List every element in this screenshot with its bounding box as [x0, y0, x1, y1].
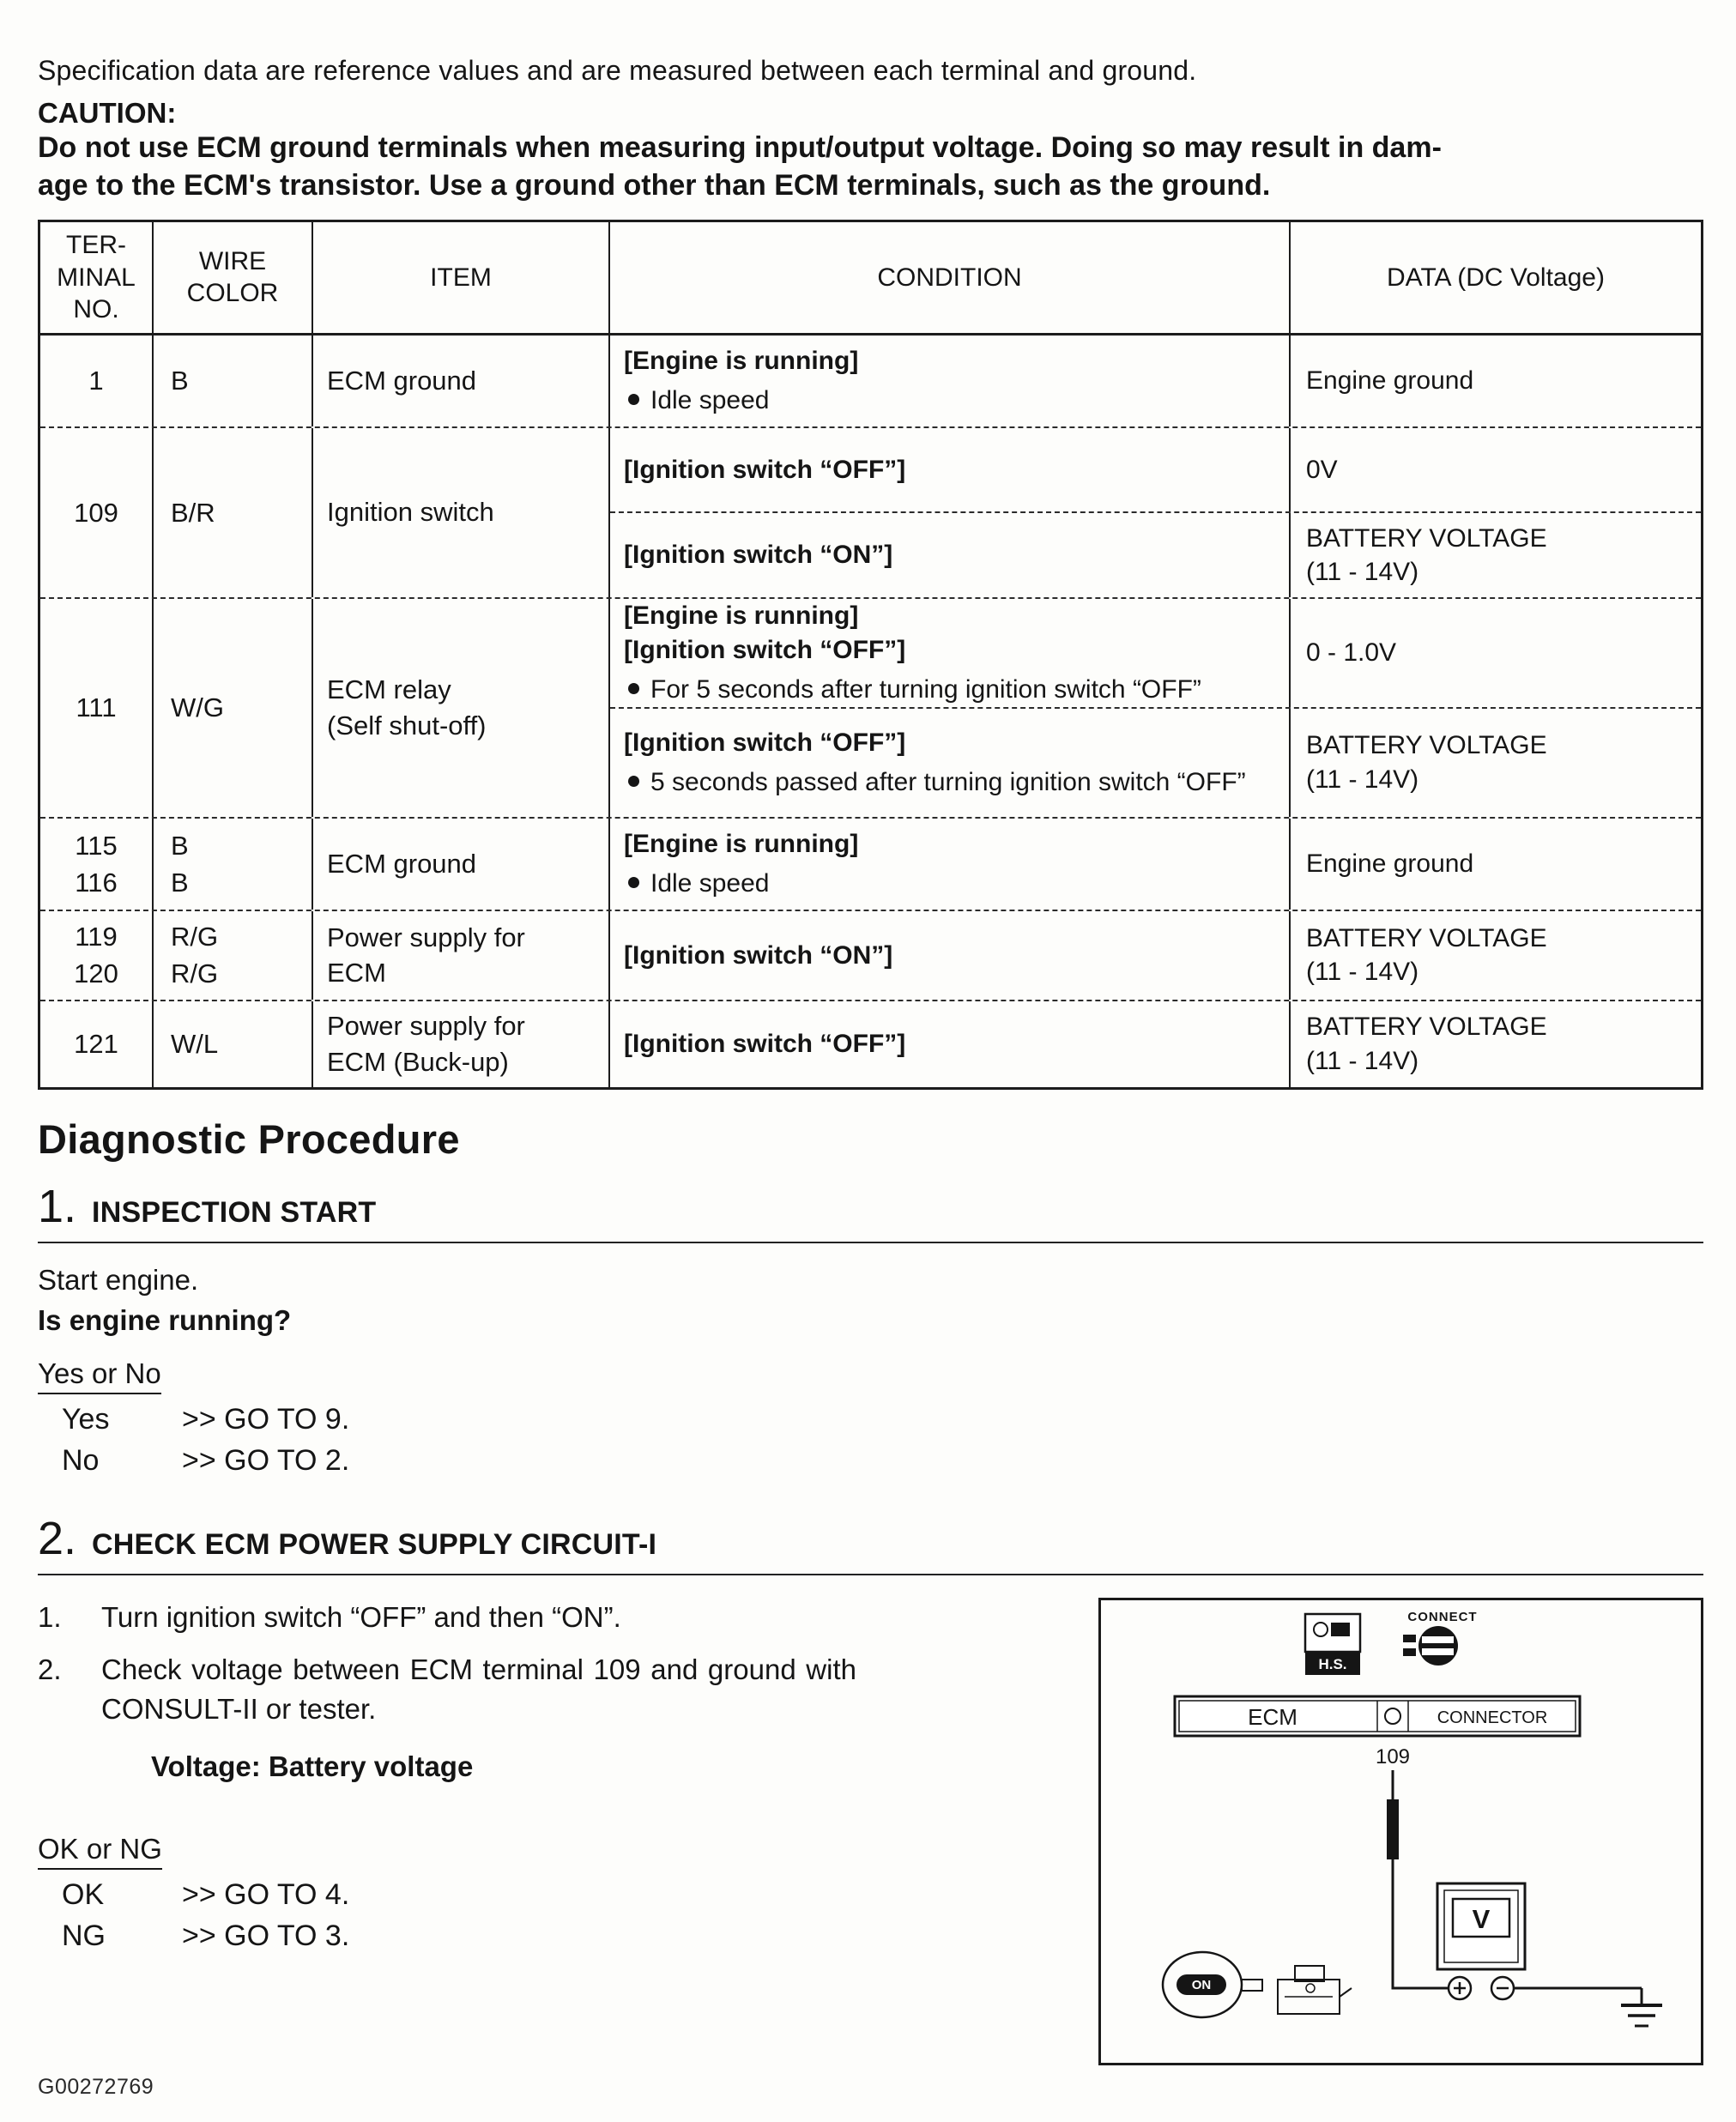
condition-text: [Ignition switch “OFF”]	[624, 728, 906, 757]
outcome-label: OK	[62, 1878, 105, 1912]
step2-title: CHECK ECM POWER SUPPLY CIRCUIT-I	[92, 1527, 657, 1561]
item-text: Ignition switch	[327, 497, 494, 528]
condition-data-subrow	[610, 819, 1701, 910]
data-cell	[1289, 819, 1701, 910]
terminal-cell	[40, 1001, 154, 1087]
condition-data-subrow	[610, 428, 1701, 512]
condition-text: For 5 seconds after turning ignition switch “OFF”	[650, 675, 1201, 704]
step1-outcomes	[38, 1403, 1703, 1478]
step1-heading	[38, 1180, 1703, 1232]
header-line: DATA (DC Voltage)	[1387, 263, 1605, 292]
table-row	[40, 817, 1701, 910]
table-row	[40, 426, 1701, 597]
step1-title: INSPECTION START	[92, 1195, 377, 1229]
wire-color-cell	[154, 336, 313, 426]
wire-color: B	[171, 365, 189, 396]
condition-text: [Ignition switch “ON”]	[624, 541, 893, 570]
section-title: Diagnostic Procedure	[38, 1115, 460, 1162]
header-terminal-no	[40, 222, 154, 333]
header-line: WIRE	[198, 246, 267, 275]
item-cell	[313, 819, 610, 910]
data-text: (11 - 14V)	[1306, 1046, 1419, 1075]
instruction-text: Check voltage between ECM terminal 109 and ground with CONSULT-II or tester.	[101, 1653, 856, 1725]
table-row	[40, 336, 1701, 426]
wire-color-cell	[154, 1001, 313, 1087]
condition-text: [Ignition switch “OFF”]	[624, 1029, 906, 1058]
condition-bullet-line	[624, 673, 1280, 707]
wire-color: W/L	[171, 1028, 219, 1059]
terminal-number: 121	[74, 1028, 118, 1059]
key-on-icon	[1163, 1952, 1262, 2017]
condition-text: 5 seconds passed after turning ignition switch “OFF”	[650, 768, 1246, 797]
condition-bullet-line	[624, 765, 1280, 800]
condition-data-subrow	[610, 1001, 1701, 1087]
condition-cell	[610, 1001, 1289, 1087]
bullet-icon	[628, 776, 639, 787]
terminal-number: 1	[88, 365, 104, 396]
wire-color: R/G	[171, 958, 219, 989]
header-condition	[610, 222, 1289, 333]
spec-reference-note: Specification data are reference values and are measured between each terminal and ground.	[38, 55, 1197, 86]
wire-color-cell	[154, 428, 313, 597]
condition-data-cell	[610, 336, 1701, 426]
outcome-row	[38, 1403, 1703, 1436]
data-text: 0 - 1.0V	[1306, 638, 1397, 668]
data-cell	[1289, 513, 1701, 597]
key-on-label: ON	[1191, 1977, 1212, 1992]
data-text: (11 - 14V)	[1306, 958, 1419, 987]
header-wire-color	[154, 222, 313, 333]
terminal-number-label: 109	[1375, 1744, 1411, 1768]
divider	[38, 1574, 1703, 1575]
data-cell	[1289, 911, 1701, 1000]
step2-text-column	[38, 1598, 1098, 2065]
wire-color: B	[171, 830, 189, 861]
data-text: (11 - 14V)	[1306, 558, 1419, 587]
terminal-cell	[40, 911, 154, 1000]
header-line: TER-	[66, 231, 126, 260]
condition-text: [Ignition switch “OFF”]	[624, 635, 906, 664]
item-text: ECM ground	[327, 365, 477, 396]
statement-line: Start engine.	[38, 1263, 199, 1296]
item-cell	[313, 1001, 610, 1087]
condition-data-subrow	[610, 336, 1701, 426]
step2-content	[38, 1598, 1703, 2065]
voltmeter-icon	[1437, 1883, 1525, 1969]
header-item	[313, 222, 610, 333]
ignition-connector-icon	[1278, 1966, 1352, 2014]
terminal-number: 116	[75, 867, 118, 898]
table-row	[40, 597, 1701, 817]
probe-pin-icon	[1387, 1770, 1399, 1899]
item-text: Power supply for	[327, 1010, 525, 1041]
condition-data-cell	[610, 911, 1701, 1000]
voltage-spec-note: Voltage: Battery voltage	[151, 1750, 474, 1783]
caution-text-line-2: age to the ECM's transistor. Use a ground other than ECM terminals, such as the ground.	[38, 168, 1271, 202]
condition-bullet-line	[624, 384, 1280, 418]
step2-list	[38, 1598, 1069, 1729]
outcome-label: No	[62, 1443, 100, 1477]
condition-data-subrow	[610, 599, 1701, 707]
header-line: MINAL	[57, 263, 136, 292]
terminal-cell	[40, 819, 154, 910]
header-line: CONDITION	[877, 263, 1022, 292]
statement-line: Is engine running?	[38, 1303, 292, 1336]
instruction-number: 2.	[38, 1653, 62, 1686]
voltmeter-label: V	[1472, 1903, 1491, 1934]
ecm-connector-bar	[1175, 1696, 1580, 1736]
terminal-number: 115	[75, 830, 118, 861]
outcome-row	[38, 1444, 1703, 1478]
item-cell	[313, 336, 610, 426]
measurement-diagram	[1101, 1600, 1701, 2063]
instruction-number: 1.	[38, 1600, 62, 1633]
data-text: BATTERY VOLTAGE	[1306, 1013, 1547, 1042]
condition-cell	[610, 709, 1289, 817]
connect-label: CONNECT	[1407, 1609, 1478, 1624]
item-cell	[313, 599, 610, 817]
terminal-number: 109	[74, 497, 118, 528]
spec-table-body	[40, 336, 1701, 1087]
condition-data-cell	[610, 599, 1701, 817]
terminal-number: 111	[76, 692, 117, 723]
condition-data-cell	[610, 1001, 1701, 1087]
hs-tool-icon	[1305, 1614, 1360, 1675]
minus-terminal-icon	[1491, 1977, 1514, 1999]
wire-color: B/R	[171, 497, 215, 528]
condition-data-subrow	[610, 511, 1701, 597]
outcome-label: NG	[62, 1919, 106, 1953]
data-text: BATTERY VOLTAGE	[1306, 731, 1547, 760]
condition-text: [Ignition switch “ON”]	[624, 940, 893, 970]
condition-cell	[610, 599, 1289, 707]
table-row	[40, 910, 1701, 1000]
outcome-action: >> GO TO 9.	[182, 1402, 350, 1436]
terminal-spec-table	[38, 220, 1703, 1090]
instruction-item	[38, 1650, 1069, 1728]
condition-cell	[610, 911, 1289, 1000]
plus-terminal-icon	[1449, 1977, 1471, 1999]
item-text: (Self shut-off)	[327, 710, 487, 741]
condition-text: [Engine is running]	[624, 346, 859, 375]
data-cell	[1289, 1001, 1701, 1087]
condition-data-cell	[610, 819, 1701, 910]
ground-icon	[1621, 1988, 1662, 2026]
data-cell	[1289, 709, 1701, 817]
data-text: BATTERY VOLTAGE	[1306, 523, 1547, 553]
outcome-action: >> GO TO 3.	[182, 1919, 350, 1953]
step2-decision: OK or NG	[38, 1833, 162, 1870]
caution-heading: CAUTION:	[38, 97, 177, 129]
data-text: Engine ground	[1306, 849, 1474, 879]
item-cell	[313, 911, 610, 1000]
data-text: (11 - 14V)	[1306, 765, 1419, 794]
item-text: ECM ground	[327, 849, 477, 880]
measurement-figure	[1098, 1598, 1703, 2065]
condition-data-subrow	[610, 707, 1701, 817]
step2-number: 2.	[38, 1512, 77, 1564]
bullet-icon	[628, 877, 639, 888]
condition-cell	[610, 336, 1289, 426]
divider	[38, 1242, 1703, 1243]
terminal-cell	[40, 428, 154, 597]
step2-outcomes	[38, 1878, 1069, 1953]
terminal-number: 119	[75, 922, 118, 952]
data-cell	[1289, 599, 1701, 707]
item-cell	[313, 428, 610, 597]
item-text: Power supply for	[327, 922, 525, 952]
header-line: ITEM	[430, 263, 492, 292]
ecm-label: ECM	[1248, 1703, 1297, 1730]
header-line: COLOR	[186, 279, 279, 308]
item-text: ECM	[327, 958, 386, 988]
data-text: BATTERY VOLTAGE	[1306, 923, 1547, 952]
figure-code: G00272769	[38, 2075, 154, 2099]
instruction-text: Turn ignition switch “OFF” and then “ON”.	[101, 1600, 621, 1633]
outcome-label: Yes	[62, 1402, 110, 1436]
terminal-cell	[40, 599, 154, 817]
data-text: Engine ground	[1306, 366, 1474, 395]
header-data	[1289, 222, 1701, 333]
condition-text: [Engine is running]	[624, 829, 859, 858]
wire-color-cell	[154, 911, 313, 1000]
outcome-row	[38, 1878, 1069, 1912]
caution-text-line-1: Do not use ECM ground terminals when measuring input/output voltage. Doing so may result in dam-	[38, 131, 1442, 164]
wire-color: B	[171, 867, 189, 898]
condition-text: Idle speed	[650, 869, 770, 898]
header-line: NO.	[73, 295, 119, 324]
wire-color-cell	[154, 819, 313, 910]
table-header-row	[40, 222, 1701, 336]
data-cell	[1289, 428, 1701, 512]
instruction-item	[38, 1598, 1069, 1637]
terminal-number: 120	[74, 958, 118, 989]
table-row	[40, 1000, 1701, 1087]
condition-text: Idle speed	[650, 386, 770, 415]
outcome-row	[38, 1919, 1069, 1953]
condition-data-subrow	[610, 911, 1701, 1000]
condition-text: [Engine is running]	[624, 602, 859, 631]
connector-label: CONNECTOR	[1437, 1708, 1548, 1727]
wire-color: W/G	[171, 692, 224, 723]
condition-text: [Ignition switch “OFF”]	[624, 455, 906, 484]
condition-cell	[610, 819, 1289, 910]
step1-decision: Yes or No	[38, 1357, 161, 1394]
step1-body	[38, 1264, 1703, 1337]
step1-number: 1.	[38, 1180, 77, 1232]
outcome-action: >> GO TO 2.	[182, 1443, 350, 1477]
item-text: ECM relay	[327, 674, 451, 705]
condition-data-cell	[610, 428, 1701, 597]
bullet-icon	[628, 683, 639, 694]
item-text: ECM (Buck-up)	[327, 1046, 509, 1077]
bullet-icon	[628, 394, 639, 405]
step2-heading	[38, 1512, 1703, 1564]
condition-cell	[610, 428, 1289, 512]
condition-bullet-line	[624, 867, 1280, 901]
connect-plug-icon	[1403, 1610, 1478, 1666]
data-cell	[1289, 336, 1701, 426]
data-text: 0V	[1306, 455, 1338, 484]
hs-label: H.S.	[1318, 1655, 1347, 1672]
terminal-cell	[40, 336, 154, 426]
wire-color: R/G	[171, 922, 219, 952]
outcome-action: >> GO TO 4.	[182, 1878, 350, 1912]
wire-color-cell	[154, 599, 313, 817]
condition-cell	[610, 513, 1289, 597]
